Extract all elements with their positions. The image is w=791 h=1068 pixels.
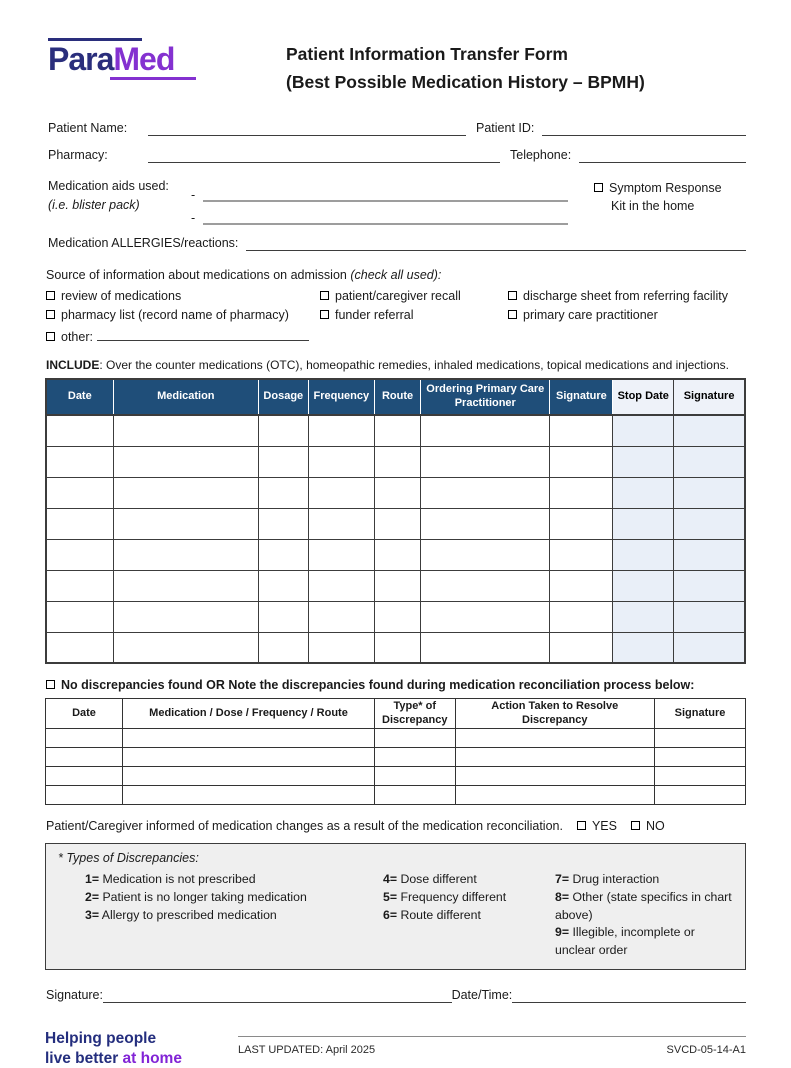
empty-cell[interactable] bbox=[550, 632, 613, 663]
empty-cell[interactable] bbox=[258, 446, 308, 477]
empty-cell[interactable] bbox=[258, 539, 308, 570]
empty-cell[interactable] bbox=[46, 632, 113, 663]
discrepancy-table bbox=[45, 698, 746, 805]
medication-aid-field-1[interactable] bbox=[203, 188, 568, 202]
empty-cell[interactable] bbox=[455, 786, 655, 805]
patient-name-field[interactable] bbox=[148, 120, 466, 136]
logo-part-para: Para bbox=[48, 41, 114, 77]
disc-col-date: Date bbox=[46, 699, 123, 729]
footer-meta bbox=[238, 1036, 746, 1056]
col-header-date: Date bbox=[46, 379, 113, 415]
empty-cell[interactable] bbox=[421, 632, 550, 663]
empty-cell[interactable] bbox=[655, 767, 746, 786]
empty-cell[interactable] bbox=[455, 767, 655, 786]
disc-col-medication: Medication / Dose / Frequency / Route bbox=[123, 699, 375, 729]
telephone-label: Telephone: bbox=[510, 148, 572, 162]
table-row bbox=[46, 632, 745, 663]
other-checkbox[interactable] bbox=[46, 332, 55, 341]
empty-cell[interactable] bbox=[375, 477, 421, 508]
table-row bbox=[46, 570, 745, 601]
empty-cell[interactable] bbox=[613, 477, 674, 508]
col-header-medication: Medication bbox=[113, 379, 258, 415]
table-row bbox=[46, 477, 745, 508]
pharmacy-label: Pharmacy: bbox=[48, 148, 108, 162]
empty-cell[interactable] bbox=[46, 415, 113, 446]
col-header-stop-date: Stop Date bbox=[613, 379, 674, 415]
empty-cell[interactable] bbox=[375, 539, 421, 570]
medication-aid-line-1 bbox=[191, 179, 568, 202]
form-title bbox=[286, 40, 746, 96]
empty-cell[interactable] bbox=[655, 748, 746, 767]
disc-col-type: Type* of Discrepancy bbox=[375, 699, 456, 729]
empty-cell[interactable] bbox=[421, 601, 550, 632]
datetime-label: Date/Time: bbox=[451, 988, 513, 1003]
medication-table-header bbox=[46, 379, 745, 415]
funder-referral-label: funder referral bbox=[335, 308, 414, 322]
empty-cell[interactable] bbox=[421, 446, 550, 477]
empty-cell[interactable] bbox=[550, 415, 613, 446]
source-heading bbox=[46, 268, 746, 282]
pharmacy-list-checkbox[interactable] bbox=[46, 310, 55, 319]
empty-cell[interactable] bbox=[46, 508, 113, 539]
datetime-field[interactable] bbox=[512, 987, 746, 1003]
empty-cell[interactable] bbox=[613, 508, 674, 539]
empty-cell[interactable] bbox=[613, 570, 674, 601]
empty-cell[interactable] bbox=[308, 508, 374, 539]
type-item-2: 2= Patient is no longer taking medication bbox=[85, 889, 307, 904]
medication-aid-field-2[interactable] bbox=[203, 211, 568, 225]
type-item-6: 6= Route different bbox=[383, 907, 481, 922]
include-note-text: : Over the counter medications (OTC), homeopathic remedies, inhaled medications, topical medications and injections. bbox=[99, 358, 729, 372]
review-of-medications-checkbox[interactable] bbox=[46, 291, 55, 300]
primary-care-practitioner-checkbox[interactable] bbox=[508, 310, 517, 319]
empty-cell[interactable] bbox=[375, 446, 421, 477]
tagline bbox=[45, 1029, 235, 1068]
discharge-sheet-label: discharge sheet from referring facility bbox=[523, 289, 728, 303]
dash-bullet: - bbox=[191, 188, 196, 202]
empty-cell[interactable] bbox=[258, 632, 308, 663]
table-row bbox=[46, 415, 745, 446]
empty-cell[interactable] bbox=[113, 446, 258, 477]
empty-cell[interactable] bbox=[308, 477, 374, 508]
informed-text: Patient/Caregiver informed of medication changes as a result of the medication reconciliation. bbox=[46, 819, 563, 833]
type-item-3: 3= Allergy to prescribed medication bbox=[85, 907, 277, 922]
empty-cell[interactable] bbox=[613, 415, 674, 446]
tagline-line1: Helping people bbox=[45, 1030, 157, 1048]
form-title-line2: (Best Possible Medication History – BPMH) bbox=[286, 72, 645, 92]
symptom-kit-option bbox=[594, 179, 746, 225]
source-heading-text: Source of information about medications on admission bbox=[46, 268, 351, 282]
empty-cell[interactable] bbox=[674, 415, 745, 446]
empty-cell[interactable] bbox=[123, 786, 375, 805]
paramed-logo bbox=[48, 38, 200, 80]
empty-cell[interactable] bbox=[375, 601, 421, 632]
informed-no-label: NO bbox=[645, 819, 665, 833]
allergies-field[interactable] bbox=[246, 235, 746, 251]
signature-label: Signature: bbox=[46, 988, 103, 1003]
empty-cell[interactable] bbox=[375, 767, 456, 786]
empty-cell[interactable] bbox=[113, 570, 258, 601]
table-row bbox=[46, 786, 746, 805]
other-label: other: bbox=[61, 330, 93, 344]
empty-cell[interactable] bbox=[674, 446, 745, 477]
col-header-dosage: Dosage bbox=[258, 379, 308, 415]
col-header-signature: Signature bbox=[550, 379, 613, 415]
discrepancy-heading-text: No discrepancies found OR Note the discrepancies found during medication reconciliation process below: bbox=[61, 678, 695, 692]
empty-cell[interactable] bbox=[375, 415, 421, 446]
empty-cell[interactable] bbox=[258, 477, 308, 508]
medication-aid-line-2 bbox=[191, 202, 568, 225]
empty-cell[interactable] bbox=[113, 601, 258, 632]
empty-cell[interactable] bbox=[123, 767, 375, 786]
medication-aids-lines bbox=[191, 179, 594, 225]
empty-cell[interactable] bbox=[113, 477, 258, 508]
types-box-columns bbox=[85, 871, 733, 960]
patient-id-label: Patient ID: bbox=[476, 121, 535, 135]
empty-cell[interactable] bbox=[613, 632, 674, 663]
empty-cell[interactable] bbox=[674, 477, 745, 508]
informed-yes-checkbox[interactable] bbox=[577, 821, 586, 830]
header bbox=[45, 34, 746, 96]
empty-cell[interactable] bbox=[258, 508, 308, 539]
empty-cell[interactable] bbox=[375, 632, 421, 663]
table-row bbox=[46, 539, 745, 570]
empty-cell[interactable] bbox=[308, 446, 374, 477]
empty-cell[interactable] bbox=[421, 570, 550, 601]
table-row bbox=[46, 729, 746, 748]
empty-cell[interactable] bbox=[375, 508, 421, 539]
empty-cell[interactable] bbox=[674, 570, 745, 601]
signoff-row bbox=[46, 987, 746, 1003]
patient-caregiver-recall-label: patient/caregiver recall bbox=[335, 289, 461, 303]
empty-cell[interactable] bbox=[375, 786, 456, 805]
medication-table bbox=[45, 378, 746, 664]
table-row bbox=[46, 767, 746, 786]
tagline-line2: live better at home bbox=[45, 1049, 182, 1067]
empty-cell[interactable] bbox=[308, 570, 374, 601]
empty-cell[interactable] bbox=[308, 632, 374, 663]
type-item-5: 5= Frequency different bbox=[383, 889, 507, 904]
medication-aids-row bbox=[48, 179, 746, 225]
empty-cell[interactable] bbox=[113, 632, 258, 663]
types-of-discrepancies-box bbox=[45, 843, 746, 970]
empty-cell[interactable] bbox=[113, 508, 258, 539]
empty-cell[interactable] bbox=[113, 539, 258, 570]
symptom-kit-label-line1: Symptom Response bbox=[609, 181, 722, 195]
empty-cell[interactable] bbox=[550, 539, 613, 570]
empty-cell[interactable] bbox=[123, 729, 375, 748]
type-item-1: 1= Medication is not prescribed bbox=[85, 872, 256, 886]
footer bbox=[45, 1029, 746, 1068]
type-item-4: 4= Dose different bbox=[383, 872, 477, 886]
symptom-kit-checkbox[interactable] bbox=[594, 183, 603, 192]
table-row bbox=[46, 508, 745, 539]
empty-cell[interactable] bbox=[674, 632, 745, 663]
patient-name-row bbox=[48, 120, 746, 136]
empty-cell[interactable] bbox=[550, 601, 613, 632]
empty-cell[interactable] bbox=[46, 786, 123, 805]
empty-cell[interactable] bbox=[674, 539, 745, 570]
empty-cell[interactable] bbox=[375, 570, 421, 601]
empty-cell[interactable] bbox=[550, 508, 613, 539]
allergies-row bbox=[48, 235, 746, 251]
table-row bbox=[46, 446, 745, 477]
medication-aids-hint: (i.e. blister pack) bbox=[48, 198, 140, 212]
include-note bbox=[46, 358, 746, 372]
empty-cell[interactable] bbox=[550, 570, 613, 601]
informed-row bbox=[46, 819, 746, 833]
discharge-sheet-checkbox[interactable] bbox=[508, 291, 517, 300]
document-code: SVCD-05-14-A1 bbox=[666, 1044, 746, 1057]
pharmacy-list-label: pharmacy list (record name of pharmacy) bbox=[61, 308, 289, 322]
medication-aids-label: Medication aids used: bbox=[48, 179, 169, 193]
informed-no-checkbox[interactable] bbox=[631, 821, 640, 830]
disc-col-signature: Signature bbox=[655, 699, 746, 729]
patient-id-field[interactable] bbox=[542, 120, 746, 136]
empty-cell[interactable] bbox=[375, 729, 456, 748]
empty-cell[interactable] bbox=[421, 539, 550, 570]
empty-cell[interactable] bbox=[550, 477, 613, 508]
footer-divider bbox=[238, 1036, 746, 1037]
pharmacy-field[interactable] bbox=[148, 147, 500, 163]
empty-cell[interactable] bbox=[613, 446, 674, 477]
logo-bottom-rule bbox=[110, 77, 196, 80]
empty-cell[interactable] bbox=[46, 539, 113, 570]
source-options-row2 bbox=[46, 308, 746, 322]
tagline-at-home: at home bbox=[122, 1049, 182, 1067]
last-updated-text: LAST UPDATED: April 2025 bbox=[238, 1044, 376, 1057]
empty-cell[interactable] bbox=[375, 748, 456, 767]
patient-name-label: Patient Name: bbox=[48, 121, 128, 135]
empty-cell[interactable] bbox=[46, 477, 113, 508]
empty-cell[interactable] bbox=[258, 415, 308, 446]
source-options-row3 bbox=[46, 327, 746, 344]
empty-cell[interactable] bbox=[258, 601, 308, 632]
empty-cell[interactable] bbox=[308, 539, 374, 570]
primary-care-practitioner-label: primary care practitioner bbox=[523, 308, 658, 322]
pharmacy-row bbox=[48, 147, 746, 163]
other-field[interactable] bbox=[97, 327, 309, 341]
source-options-row1 bbox=[46, 289, 746, 303]
disc-col-action: Action Taken to Resolve Discrepancy bbox=[455, 699, 655, 729]
empty-cell[interactable] bbox=[46, 601, 113, 632]
empty-cell[interactable] bbox=[613, 601, 674, 632]
form-title-line1: Patient Information Transfer Form bbox=[286, 44, 568, 64]
col-header-ordering-practitioner: Ordering Primary Care Practitioner bbox=[421, 379, 550, 415]
empty-cell[interactable] bbox=[113, 415, 258, 446]
types-box-title: * Types of Discrepancies: bbox=[58, 851, 199, 865]
table-row bbox=[46, 601, 745, 632]
discrepancy-heading bbox=[46, 678, 746, 692]
empty-cell[interactable] bbox=[421, 477, 550, 508]
type-item-9: 9= Illegible, incomplete or unclear order bbox=[555, 925, 695, 958]
source-section bbox=[46, 268, 746, 344]
review-of-medications-label: review of medications bbox=[61, 289, 182, 303]
empty-cell[interactable] bbox=[421, 508, 550, 539]
empty-cell[interactable] bbox=[421, 415, 550, 446]
empty-cell[interactable] bbox=[674, 508, 745, 539]
empty-cell[interactable] bbox=[613, 539, 674, 570]
symptom-kit-label-line2: Kit in the home bbox=[611, 199, 695, 214]
empty-cell[interactable] bbox=[258, 570, 308, 601]
include-note-bold: INCLUDE bbox=[46, 358, 100, 372]
patient-caregiver-recall-checkbox[interactable] bbox=[320, 291, 329, 300]
empty-cell[interactable] bbox=[655, 729, 746, 748]
empty-cell[interactable] bbox=[455, 729, 655, 748]
col-header-frequency: Frequency bbox=[308, 379, 374, 415]
no-discrepancies-checkbox[interactable] bbox=[46, 680, 55, 689]
col-header-route: Route bbox=[375, 379, 421, 415]
empty-cell[interactable] bbox=[123, 748, 375, 767]
empty-cell[interactable] bbox=[308, 601, 374, 632]
empty-cell[interactable] bbox=[674, 601, 745, 632]
funder-referral-checkbox[interactable] bbox=[320, 310, 329, 319]
empty-cell[interactable] bbox=[46, 446, 113, 477]
empty-cell[interactable] bbox=[46, 748, 123, 767]
empty-cell[interactable] bbox=[550, 446, 613, 477]
empty-cell[interactable] bbox=[455, 748, 655, 767]
empty-cell[interactable] bbox=[46, 767, 123, 786]
source-heading-italic: (check all used): bbox=[350, 268, 442, 282]
col-header-stop-signature: Signature bbox=[674, 379, 745, 415]
table-row bbox=[46, 748, 746, 767]
empty-cell[interactable] bbox=[46, 570, 113, 601]
type-item-8: 8= Other (state specifics in chart above) bbox=[555, 889, 732, 922]
allergies-label: Medication ALLERGIES/reactions: bbox=[48, 236, 239, 250]
discrepancy-table-header bbox=[46, 699, 746, 729]
empty-cell[interactable] bbox=[46, 729, 123, 748]
patient-fields bbox=[48, 120, 746, 251]
empty-cell[interactable] bbox=[655, 786, 746, 805]
telephone-field[interactable] bbox=[579, 147, 746, 163]
logo-wordmark bbox=[48, 43, 200, 75]
medication-aids-labels bbox=[48, 179, 191, 225]
signature-field[interactable] bbox=[103, 987, 452, 1003]
logo-part-med: Med bbox=[113, 41, 175, 77]
type-item-7: 7= Drug interaction bbox=[555, 872, 660, 886]
informed-yes-label: YES bbox=[591, 819, 617, 833]
empty-cell[interactable] bbox=[308, 415, 374, 446]
dash-bullet: - bbox=[191, 211, 196, 225]
